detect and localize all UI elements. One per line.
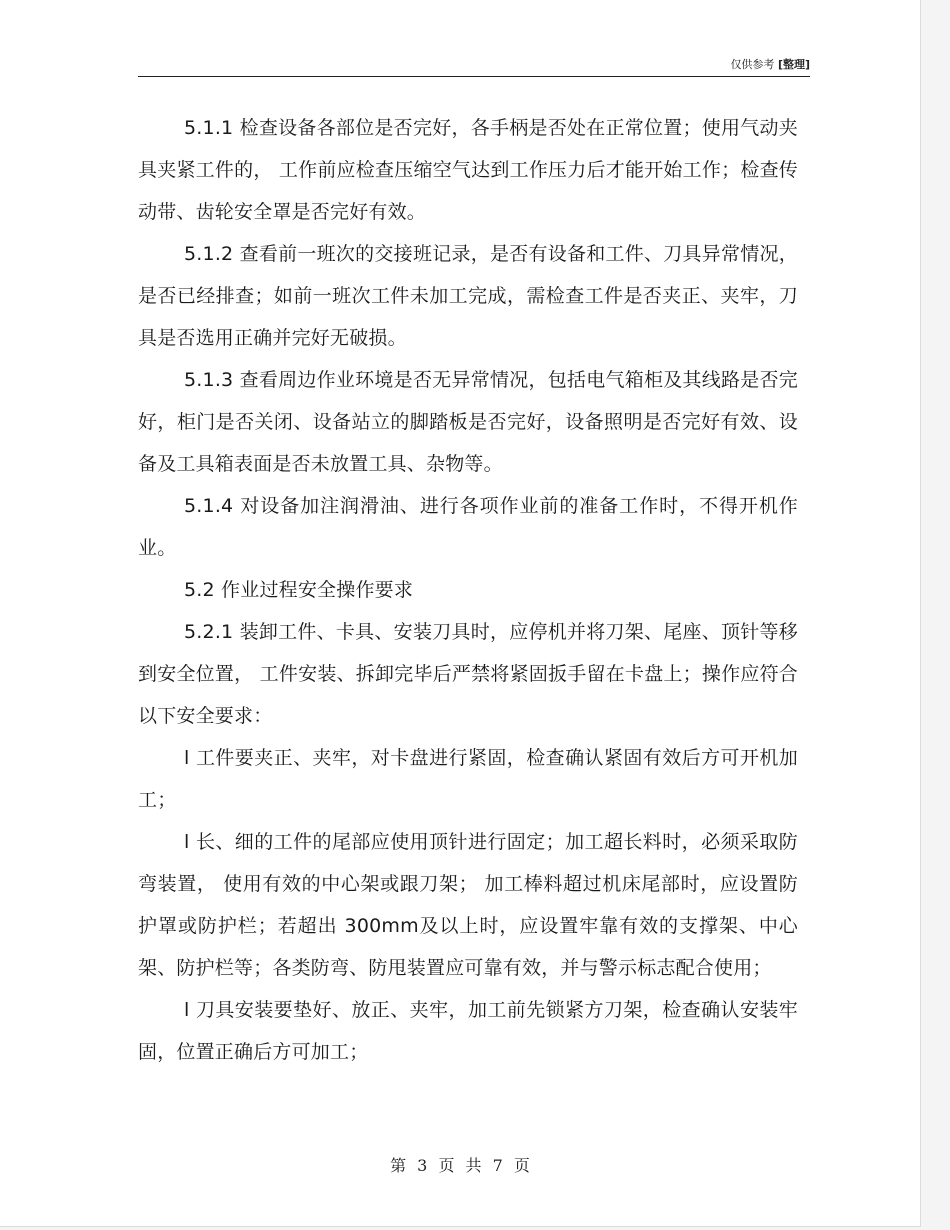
document-body bbox=[138, 107, 798, 1073]
section-heading-5-2: 5.2 作业过程安全操作要求 bbox=[184, 579, 414, 601]
page-header bbox=[138, 52, 810, 77]
header-note bbox=[730, 56, 810, 72]
list-item-long-workpiece: l 长、细的工件的尾部应使用顶针进行固定；加工超长料时，必须采取防弯装置， 使用有效的中心架或跟刀架； 加工棒料超过机床尾部时，应设置防护罩或防护栏；若超出 300mm及以上时，应设置牢靠有效的支撑架、中心架、防护栏等；各类防弯、防甩装置应可靠有效，并与警示标志配合使用； bbox=[138, 831, 798, 979]
paragraph-5-1-2: 5.1.2 查看前一班次的交接班记录，是否有设备和工件、刀具异常情况，是否已经排查；如前一班次工件未加工完成，需检查工件是否夹正、夹牢，刀具是否选用正确并完好无破损。 bbox=[138, 243, 798, 349]
paragraph-5-1-1: 5.1.1 检查设备各部位是否完好，各手柄是否处在正常位置；使用气动夹具夹紧工件的， 工作前应检查压缩空气达到工作压力后才能开始工作；检查传动带、齿轮安全罩是否完好有效。 bbox=[138, 117, 798, 223]
paragraph-5-1-4: 5.1.4 对设备加注润滑油、进行各项作业前的准备工作时，不得开机作业。 bbox=[138, 495, 798, 559]
list-item-tool-install: l 刀具安装要垫好、放正、夹牢，加工前先锁紧方刀架，检查确认安装牢固，位置正确后方可加工； bbox=[138, 999, 798, 1063]
header-note-text: 仅供参考 bbox=[730, 58, 775, 71]
paragraph-5-2-1: 5.2.1 装卸工件、卡具、安装刀具时，应停机并将刀架、尾座、顶针等移到安全位置， 工件安装、拆卸完毕后严禁将紧固扳手留在卡盘上；操作应符合以下安全要求： bbox=[138, 621, 798, 727]
list-item-clamp-workpiece: l 工件要夹正、夹牢，对卡盘进行紧固，检查确认紧固有效后方可开机加工； bbox=[138, 747, 798, 811]
header-tag: [整理] bbox=[777, 58, 810, 71]
page-number: 第 3 页 共 7 页 bbox=[390, 1156, 530, 1175]
paragraph-5-1-3: 5.1.3 查看周边作业环境是否无异常情况，包括电气箱柜及其线路是否完好，柜门是否关闭、设备站立的脚踏板是否完好，设备照明是否完好有效、设备及工具箱表面是否未放置工具、杂物等。 bbox=[138, 369, 798, 475]
